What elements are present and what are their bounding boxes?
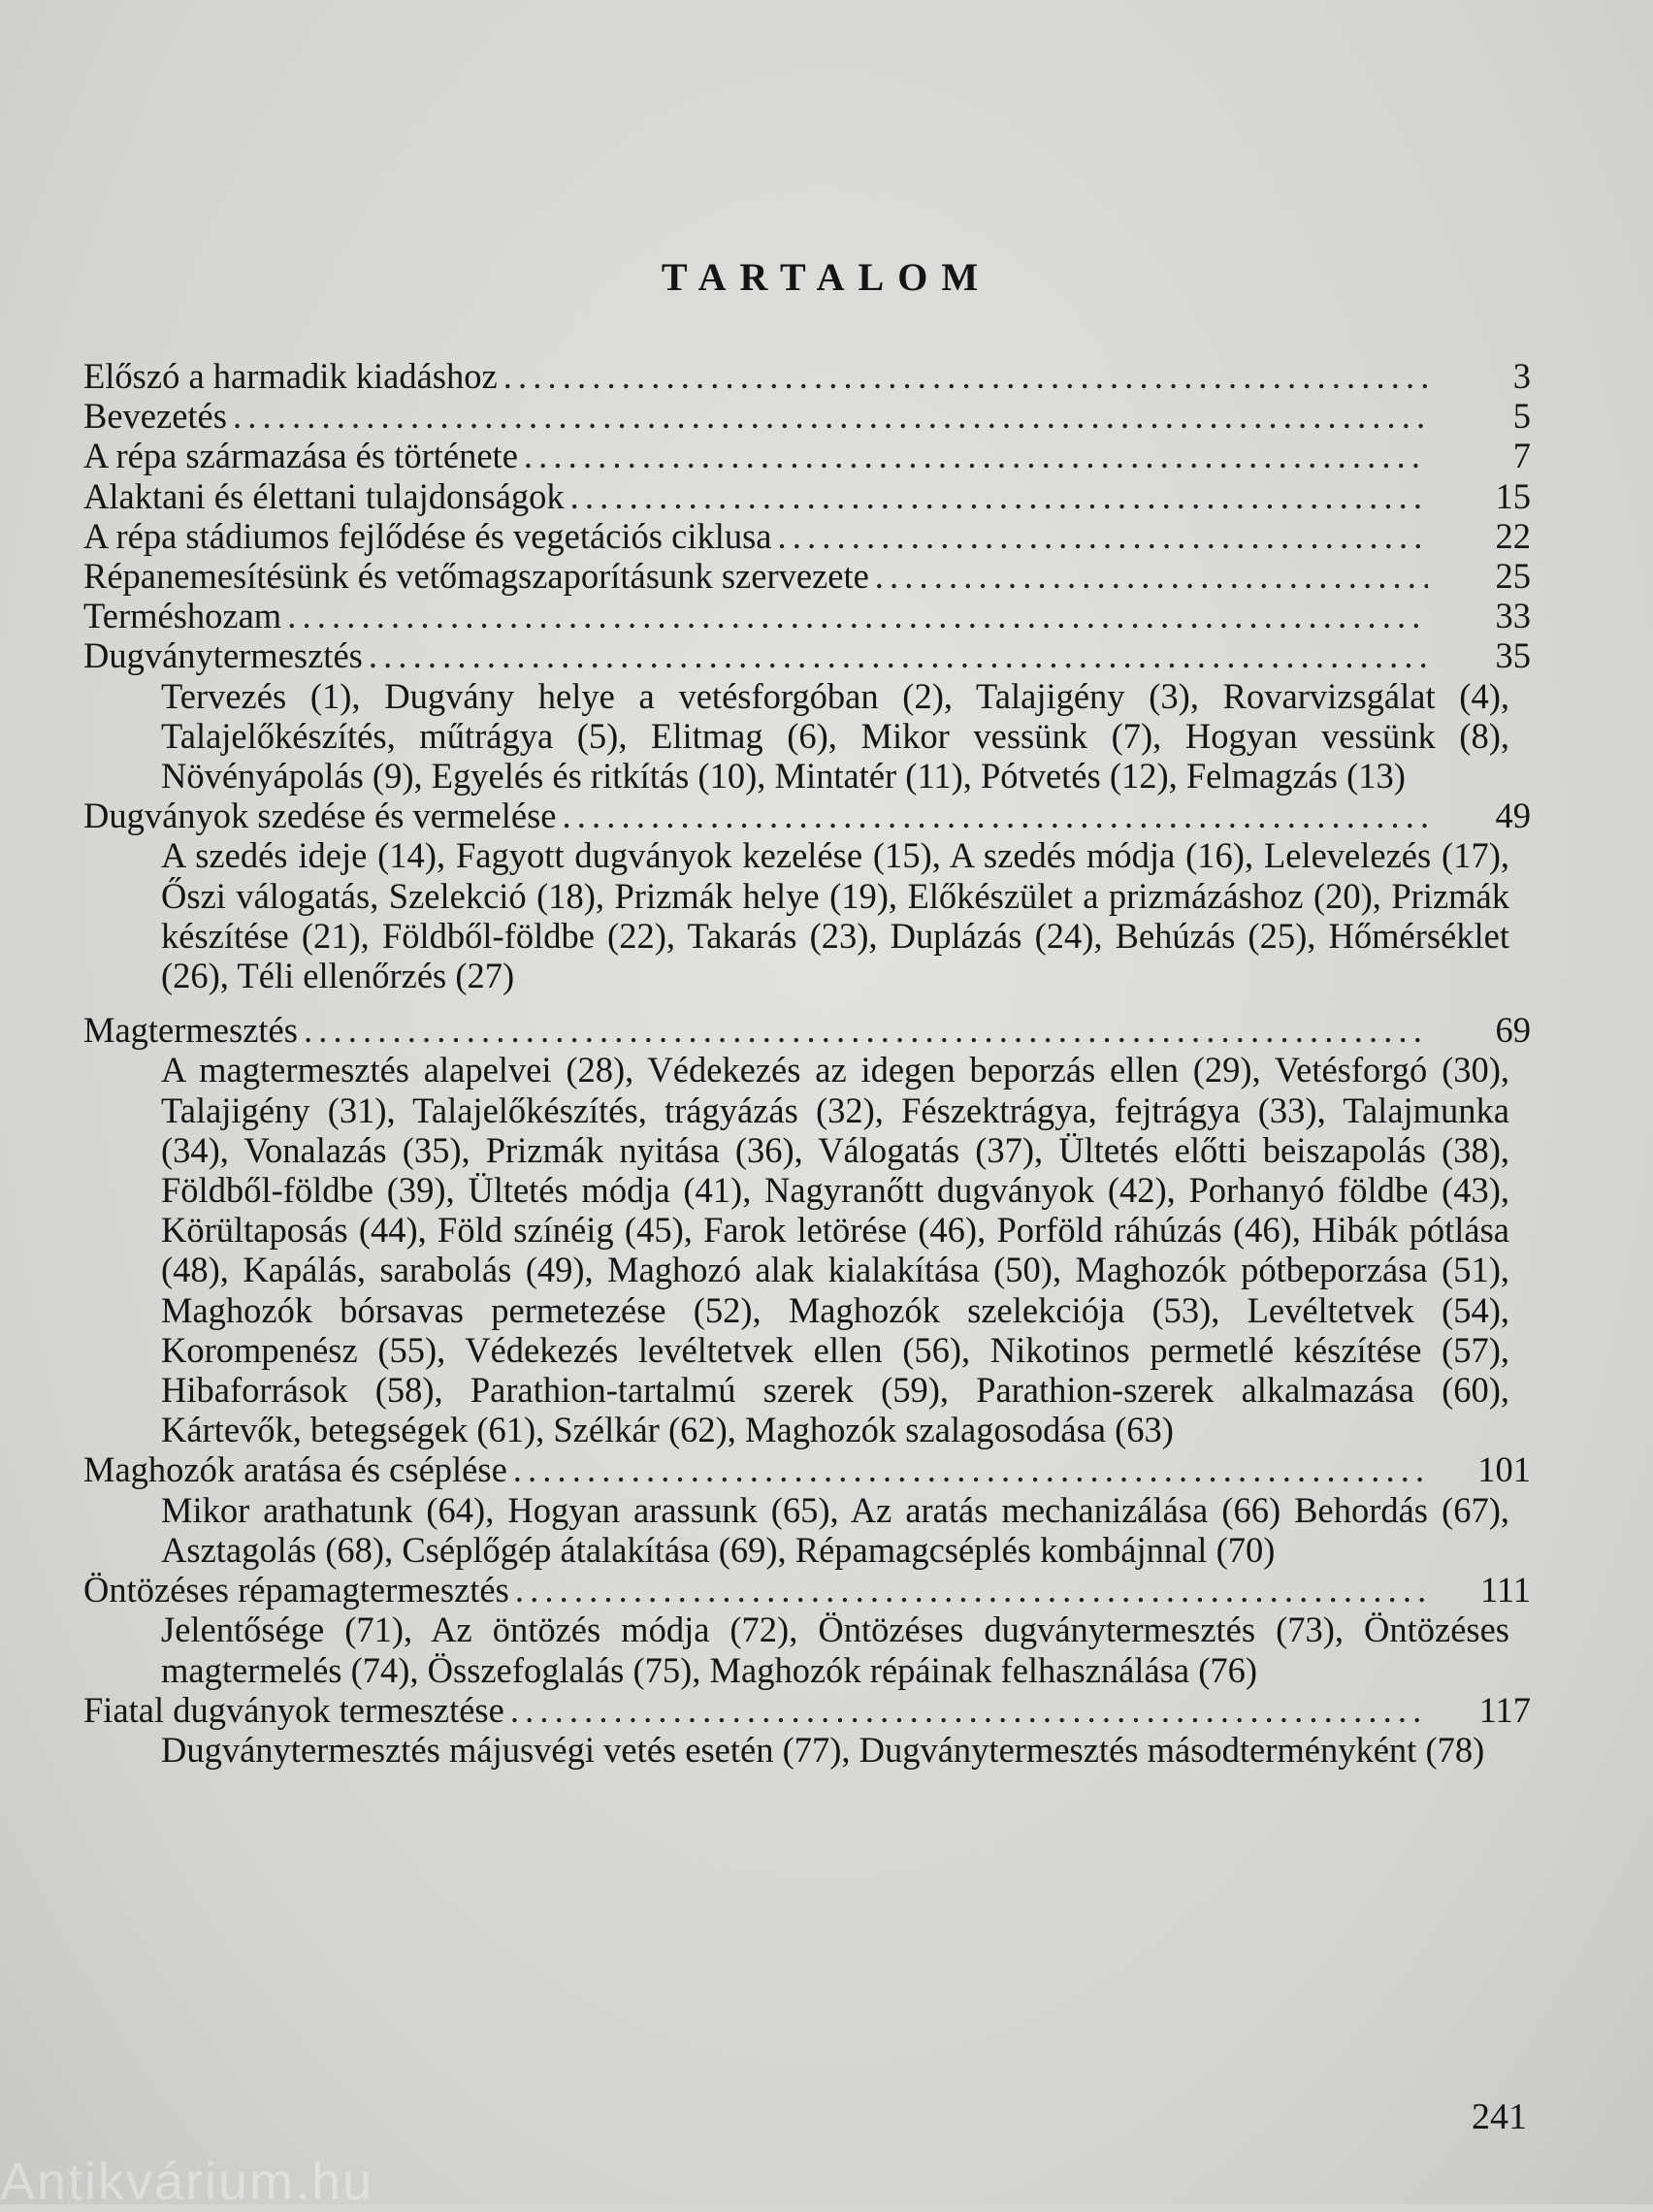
toc-entry-title: Magtermesztés: [83, 1010, 298, 1051]
toc-subtopics: Mikor arathatunk (64), Hogyan arassunk (65), Az aratás mechanizálása (66) Behordás (67), Asztagolás (68), Cséplőgép átalakítása (69), Répamagcséplés kombájnnal (70): [161, 1489, 1509, 1570]
toc-entry: [83, 476, 1531, 516]
toc-entry: [83, 635, 1531, 796]
toc-entry: [83, 396, 1531, 436]
toc-entry: [83, 1690, 1531, 1770]
toc-entry: [83, 556, 1531, 596]
dot-leader: [369, 635, 1428, 675]
toc-subtopics: Jelentősége (71), Az öntözés módja (72), Öntözéses dugványtermesztés (73), Öntözéses magtermelés (74), Összefoglalás (75), Maghozók répáinak felhasználása (76): [161, 1610, 1509, 1690]
dot-leader: [287, 596, 1428, 635]
dot-leader: [875, 556, 1428, 596]
toc-entry-title: A répa stádiumos fejlődése és vegetációs ciklusa: [83, 515, 772, 556]
dot-leader: [515, 1570, 1428, 1610]
table-of-contents: [83, 356, 1531, 1770]
toc-subtopics: A magtermesztés alapelvei (28), Védekezés az idegen beporzás ellen (29), Vetésforgó (30), Talajigény (31), Talajelőkészítés, trágyázás (32), Fészektrágya, fejtrágya (33), Talajmunka (34), Vonalazás (35), Prizmák nyitása (36), Válogatás (37), Ültetés előtti beiszapolás (38), Földből-földbe (39), Ültetés módja (41), Nagyranőtt dugványok (42), Porhanyó földbe (43), Körültaposás (44), Föld színéig (45), Farok letörése (46), Porföld ráhúzás (46), Hibák pótlása (48), Kapálás, sarabolás (49), Maghozó alak kialakítása (50), Maghozók pótbeporzása (51), Maghozók bórsavas permetezése (52), Maghozók szelekciója (53), Levéltetvek (54), Korompenész (55), Védekezés levéltetvek ellen (56), Nikotinos permetlé készítése (57), Hibaforrások (58), Parathion-tartalmú szerek (59), Parathion-szerek alkalmazása (60), Kártevők, betegségek (61), Szélkár (62), Maghozók szalagosodása (63): [161, 1050, 1509, 1450]
toc-entry: [83, 596, 1531, 635]
toc-entry: [83, 1570, 1531, 1690]
toc-page-number: 111: [1479, 1570, 1531, 1610]
toc-entry: [83, 796, 1531, 995]
toc-entry-title: Dugványok szedése és vermelése: [83, 796, 557, 836]
page-title: TARTALOM: [661, 255, 992, 299]
toc-page-number: 5: [1512, 396, 1531, 437]
toc-page-number: 7: [1512, 436, 1531, 476]
toc-page-number: 15: [1495, 475, 1531, 516]
watermark: Antikvárium.hu: [0, 2153, 374, 2211]
dot-leader: [233, 396, 1428, 436]
toc-page-number: 69: [1495, 1010, 1531, 1051]
toc-entry-title: A répa származása és története: [83, 436, 518, 476]
dot-leader: [513, 1449, 1428, 1489]
toc-entry: [83, 516, 1531, 556]
toc-page-number: 22: [1495, 515, 1531, 556]
dot-leader: [524, 436, 1428, 475]
dot-leader: [510, 1690, 1428, 1730]
toc-entry-title: Dugványtermesztés: [83, 635, 363, 676]
toc-entry: [83, 356, 1531, 396]
toc-entry-title: Fiatal dugványok termesztése: [83, 1689, 504, 1730]
toc-page-number: 3: [1512, 356, 1531, 396]
toc-entry-title: Előszó a harmadik kiadáshoz: [83, 356, 498, 396]
toc-entry-title: Alaktani és élettani tulajdonságok: [83, 475, 565, 516]
dot-leader: [778, 516, 1428, 556]
toc-entry-title: Öntözéses répamagtermesztés: [83, 1570, 509, 1610]
toc-page-number: 35: [1495, 635, 1531, 676]
toc-page-number: 117: [1478, 1689, 1531, 1730]
toc-entry-title: Répanemesítésünk és vetőmagszaporításunk szervezete: [83, 556, 869, 597]
toc-page-number: 25: [1495, 556, 1531, 597]
toc-entry-title: Bevezetés: [83, 396, 227, 437]
toc-page-number: 101: [1477, 1449, 1531, 1490]
dot-leader: [570, 476, 1428, 516]
toc-page-number: 49: [1495, 796, 1531, 836]
dot-leader: [563, 796, 1429, 835]
page-number-footer: 241: [1472, 2097, 1527, 2137]
toc-page-number: 33: [1495, 596, 1531, 636]
dot-leader: [503, 356, 1428, 396]
toc-entry: [83, 436, 1531, 475]
toc-entry: [83, 1449, 1531, 1570]
toc-subtopics: Tervezés (1), Dugvány helye a vetésforgóban (2), Talajigény (3), Rovarvizsgálat (4), Talajelőkészítés, műtrágya (5), Elitmag (6), Mikor vessünk (7), Hogyan vessünk (8), Növényápolás (9), Egyelés és ritkítás (10), Mintatér (11), Pótvetés (12), Felmagzás (13): [161, 675, 1509, 797]
toc-subtopics: Dugványtermesztés májusvégi vetés esetén (77), Dugványtermesztés másodterményként (78): [161, 1729, 1485, 1770]
toc-subtopics: A szedés ideje (14), Fagyott dugványok kezelése (15), A szedés módja (16), Lelevelezés (17), Őszi válogatás, Szelekció (18), Prizmák helye (19), Előkészület a prizmázáshoz (20), Prizmák készítése (21), Földből-földbe (22), Takarás (23), Duplázás (24), Behúzás (25), Hőmérséklet (26), Téli ellenőrzés (27): [161, 835, 1509, 996]
toc-entry-title: Terméshozam: [83, 596, 282, 636]
toc-entry: [83, 1010, 1531, 1449]
toc-entry-title: Maghozók aratása és cséplése: [83, 1449, 507, 1490]
dot-leader: [304, 1010, 1428, 1050]
